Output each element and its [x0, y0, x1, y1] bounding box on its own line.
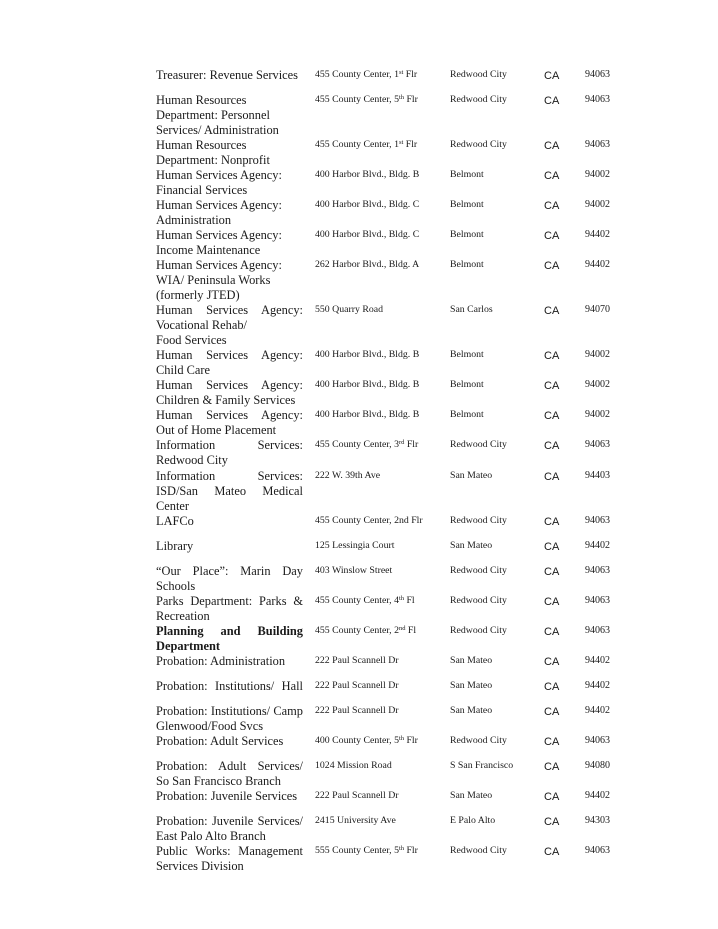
street-address [315, 623, 416, 638]
zip-code: 94063 [585, 735, 610, 746]
department-name-line: Human Services Agency: [156, 378, 303, 392]
street-address [315, 513, 423, 528]
department-name-line: Recreation [156, 609, 210, 623]
street-address [315, 733, 418, 748]
department-name-line: Department [156, 639, 220, 653]
street-address-text: 222 Paul Scannell Dr [315, 790, 399, 801]
zip-code: 94063 [585, 94, 610, 105]
zip-code: 94403 [585, 470, 610, 481]
department-name-line: Treasurer: Revenue Services [156, 68, 298, 82]
department-name [156, 654, 303, 669]
zip-code: 94002 [585, 409, 610, 420]
floor-ordinal-suffix: nd [398, 625, 406, 632]
state-code: CA [544, 656, 560, 668]
floor-label: Fl [405, 625, 417, 636]
street-address-text: 455 County Center, 5 [315, 94, 399, 105]
zip-code: 94002 [585, 169, 610, 180]
street-address [315, 377, 419, 392]
department-name-line: Human Services Agency: [156, 408, 303, 422]
zip-code: 94063 [585, 565, 610, 576]
street-address [315, 407, 419, 422]
department-name-line: Human Resources [156, 93, 247, 107]
department-name [156, 564, 303, 594]
city-name: San Mateo [450, 655, 493, 666]
zip-code: 94063 [585, 595, 610, 606]
state-code: CA [544, 350, 560, 362]
table-row [0, 844, 718, 904]
street-address [315, 137, 417, 152]
city-name: San Mateo [450, 680, 493, 691]
department-name-line: LAFCo [156, 514, 194, 528]
city-name: Belmont [450, 409, 484, 420]
department-name [156, 168, 303, 198]
department-name-line: Services Division [156, 859, 244, 873]
department-name-line: “Our Place”: Marin Day [156, 564, 303, 578]
city-name: Redwood City [450, 515, 507, 526]
department-name-line: Human Services Agency: [156, 348, 303, 362]
department-name-line: Child Care [156, 363, 211, 377]
street-address-text: 550 Quarry Road [315, 304, 384, 315]
department-name-line: Parks Department: Parks & [156, 594, 303, 608]
department-name-line: Human Services Agency: [156, 168, 282, 182]
street-address [315, 227, 419, 242]
street-address [315, 843, 418, 858]
floor-ordinal-suffix: th [398, 735, 405, 742]
department-name [156, 624, 303, 654]
department-name [156, 138, 303, 168]
department-name-line: Schools [156, 579, 196, 593]
department-name-line: Administration [156, 213, 232, 227]
city-name: San Mateo [450, 540, 493, 551]
street-address [315, 67, 417, 82]
floor-ordinal-suffix: st [398, 69, 404, 76]
department-name [156, 303, 303, 348]
department-name [156, 228, 303, 258]
department-name [156, 679, 303, 694]
department-name-line: Probation: Adult Services/ [156, 759, 303, 773]
zip-code: 94002 [585, 379, 610, 390]
zip-code: 94063 [585, 845, 610, 856]
department-name-line: Redwood City [156, 453, 228, 467]
city-name: San Mateo [450, 790, 493, 801]
city-name: Belmont [450, 259, 484, 270]
zip-code: 94002 [585, 349, 610, 360]
department-name-line: Center [156, 499, 190, 513]
city-name: Belmont [450, 379, 484, 390]
street-address [315, 703, 399, 718]
street-address [315, 468, 380, 483]
department-name-line: Children & Family Services [156, 393, 296, 407]
street-address-text: 2415 University Ave [315, 815, 396, 826]
zip-code: 94002 [585, 199, 610, 210]
department-name [156, 198, 303, 228]
department-name [156, 348, 303, 378]
department-name-line: Services/ Administration [156, 123, 279, 137]
city-name: San Mateo [450, 705, 493, 716]
state-code: CA [544, 791, 560, 803]
street-address-text: 222 W. 39th Ave [315, 470, 381, 481]
street-address-text: 222 Paul Scannell Dr [315, 705, 399, 716]
zip-code: 94063 [585, 515, 610, 526]
street-address-text: 1024 Mission Road [315, 760, 392, 771]
street-address [315, 167, 419, 182]
state-code: CA [544, 230, 560, 242]
department-name-line: ISD/San Mateo Medical [156, 484, 303, 498]
department-name [156, 93, 303, 138]
city-name: S San Francisco [450, 760, 514, 771]
state-code: CA [544, 170, 560, 182]
department-name-line: Library [156, 539, 194, 553]
department-name-line: Food Services [156, 333, 227, 347]
state-code: CA [544, 95, 560, 107]
state-code: CA [544, 706, 560, 718]
street-address-text: 455 County Center, 2 [315, 625, 399, 636]
department-name-line: Human Services Agency: [156, 198, 282, 212]
floor-ordinal-suffix: st [398, 139, 404, 146]
city-name: Redwood City [450, 735, 507, 746]
department-name [156, 844, 303, 874]
city-name: Redwood City [450, 565, 507, 576]
department-name [156, 539, 303, 554]
state-code: CA [544, 626, 560, 638]
city-name: Belmont [450, 169, 484, 180]
department-name-line: Information Services: [156, 469, 303, 483]
street-address-text: 222 Paul Scannell Dr [315, 680, 399, 691]
floor-label: Flr [403, 69, 418, 80]
street-address-text: 455 County Center, 1 [315, 69, 399, 80]
street-address [315, 563, 392, 578]
state-code: CA [544, 140, 560, 152]
state-code: CA [544, 410, 560, 422]
department-name [156, 759, 303, 789]
zip-code: 94063 [585, 139, 610, 150]
floor-label: Flr [404, 439, 419, 450]
zip-code: 94070 [585, 304, 610, 315]
department-name-line: (formerly JTED) [156, 288, 240, 302]
state-code: CA [544, 736, 560, 748]
department-name-line: Out of Home Placement [156, 423, 277, 437]
street-address-text: 455 County Center, 4 [315, 595, 399, 606]
floor-label: Fl [404, 595, 415, 606]
state-code: CA [544, 596, 560, 608]
state-code: CA [544, 761, 560, 773]
department-name-line: Income Maintenance [156, 243, 261, 257]
department-name-line: Vocational Rehab/ [156, 318, 247, 332]
street-address-text: 555 County Center, 5 [315, 845, 399, 856]
department-name-line: Public Works: Management [156, 844, 303, 858]
state-code: CA [544, 260, 560, 272]
street-address-text: 455 County Center, 2nd Flr [315, 515, 423, 526]
state-code: CA [544, 70, 560, 82]
street-address [315, 813, 396, 828]
state-code: CA [544, 516, 560, 528]
department-name [156, 68, 303, 83]
street-address-text: 400 County Center, 5 [315, 735, 399, 746]
city-name: Redwood City [450, 139, 507, 150]
department-name-line: Human Services Agency: [156, 303, 303, 317]
department-name-line: Planning and Building [156, 624, 303, 638]
street-address [315, 257, 419, 272]
zip-code: 94303 [585, 815, 610, 826]
department-name-line: So San Francisco Branch [156, 774, 281, 788]
street-address [315, 678, 399, 693]
state-code: CA [544, 305, 560, 317]
department-name-line: Probation: Juvenile Services [156, 789, 298, 803]
department-name-line: East Palo Alto Branch [156, 829, 266, 843]
department-name [156, 408, 303, 438]
city-name: Redwood City [450, 625, 507, 636]
department-name-line: Financial Services [156, 183, 248, 197]
floor-label: Flr [404, 735, 418, 746]
state-code: CA [544, 471, 560, 483]
state-code: CA [544, 816, 560, 828]
department-name [156, 734, 303, 749]
zip-code: 94080 [585, 760, 610, 771]
department-name [156, 789, 303, 804]
department-name-line: Human Services Agency: [156, 258, 282, 272]
city-name: Belmont [450, 199, 484, 210]
zip-code: 94402 [585, 655, 610, 666]
zip-code: 94402 [585, 259, 610, 270]
department-name-line: Human Services Agency: [156, 228, 282, 242]
department-name-line: Probation: Institutions/ Camp [156, 704, 303, 718]
city-name: Redwood City [450, 595, 507, 606]
street-address-text: 400 Harbor Blvd., Bldg. C [315, 229, 420, 240]
department-name [156, 594, 303, 624]
street-address [315, 758, 392, 773]
street-address [315, 593, 415, 608]
street-address-text: 400 Harbor Blvd., Bldg. B [315, 169, 420, 180]
state-code: CA [544, 380, 560, 392]
department-name [156, 438, 303, 468]
department-name [156, 258, 303, 303]
department-name-line: Probation: Adult Services [156, 734, 284, 748]
city-name: Redwood City [450, 845, 507, 856]
city-name: San Mateo [450, 470, 493, 481]
city-name: Belmont [450, 229, 484, 240]
city-name: Redwood City [450, 69, 507, 80]
state-code: CA [544, 440, 560, 452]
street-address-text: 455 County Center, 3 [315, 439, 399, 450]
state-code: CA [544, 566, 560, 578]
zip-code: 94063 [585, 439, 610, 450]
city-name: San Carlos [450, 304, 493, 315]
street-address [315, 538, 394, 553]
state-code: CA [544, 541, 560, 553]
city-name: Redwood City [450, 94, 507, 105]
floor-ordinal-suffix: th [398, 94, 405, 101]
street-address-text: 125 Lessingia Court [315, 540, 395, 551]
street-address-text: 400 Harbor Blvd., Bldg. B [315, 409, 420, 420]
zip-code: 94402 [585, 680, 610, 691]
department-name-line: Probation: Institutions/ Hall [156, 679, 303, 693]
street-address [315, 437, 418, 452]
department-name-line: Information Services: [156, 438, 303, 452]
city-name: Belmont [450, 349, 484, 360]
street-address-text: 222 Paul Scannell Dr [315, 655, 399, 666]
department-name [156, 378, 303, 408]
department-name [156, 814, 303, 844]
state-code: CA [544, 846, 560, 858]
department-name-line: Probation: Juvenile Services/ [156, 814, 303, 828]
zip-code: 94402 [585, 229, 610, 240]
floor-ordinal-suffix: th [398, 845, 405, 852]
street-address [315, 653, 399, 668]
street-address-text: 400 Harbor Blvd., Bldg. B [315, 349, 420, 360]
state-code: CA [544, 681, 560, 693]
department-name-line: Department: Nonprofit [156, 153, 270, 167]
floor-ordinal-suffix: th [398, 595, 405, 602]
street-address-text: 400 Harbor Blvd., Bldg. B [315, 379, 420, 390]
city-name: E Palo Alto [450, 815, 496, 826]
zip-code: 94063 [585, 69, 610, 80]
street-address-text: 262 Harbor Blvd., Bldg. A [315, 259, 420, 270]
street-address [315, 788, 399, 803]
zip-code: 94402 [585, 540, 610, 551]
street-address [315, 302, 383, 317]
street-address [315, 347, 419, 362]
zip-code: 94402 [585, 705, 610, 716]
department-name [156, 704, 303, 734]
city-name: Redwood City [450, 439, 507, 450]
street-address [315, 197, 419, 212]
department-name [156, 514, 303, 529]
department-name-line: Glenwood/Food Svcs [156, 719, 264, 733]
department-name-line: Department: Personnel [156, 108, 270, 122]
department-name [156, 469, 303, 514]
zip-code: 94402 [585, 790, 610, 801]
street-address-text: 403 Winslow Street [315, 565, 393, 576]
street-address-text: 400 Harbor Blvd., Bldg. C [315, 199, 420, 210]
department-name-line: Human Resources [156, 138, 247, 152]
department-name-line: WIA/ Peninsula Works [156, 273, 271, 287]
floor-label: Flr [403, 139, 418, 150]
state-code: CA [544, 200, 560, 212]
floor-ordinal-suffix: rd [398, 439, 405, 446]
floor-label: Flr [404, 94, 418, 105]
zip-code: 94063 [585, 625, 610, 636]
floor-label: Flr [404, 845, 418, 856]
street-address [315, 92, 418, 107]
department-name-line: Probation: Administration [156, 654, 286, 668]
street-address-text: 455 County Center, 1 [315, 139, 399, 150]
